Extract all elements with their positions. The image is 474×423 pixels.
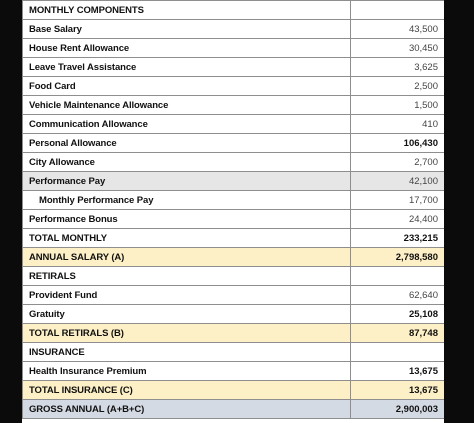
row-label[interactable]: City Allowance [23, 153, 351, 172]
row-label[interactable]: Provident Fund [23, 286, 351, 305]
row-value[interactable]: 43,500 [351, 20, 445, 39]
row-label[interactable]: Gratuity [23, 305, 351, 324]
table-row[interactable] [23, 229, 445, 248]
row-label[interactable]: TOTAL RETIRALS (B) [23, 324, 351, 343]
row-value[interactable]: 2,798,580 [351, 248, 445, 267]
row-value[interactable]: 2,500 [351, 77, 445, 96]
row-label[interactable]: Performance Bonus [23, 210, 351, 229]
row-label[interactable]: Health Insurance Premium [23, 362, 351, 381]
row-value[interactable]: 30,450 [351, 39, 445, 58]
row-value[interactable] [351, 267, 445, 286]
row-value[interactable]: 42,100 [351, 172, 445, 191]
row-value[interactable]: 13,675 [351, 362, 445, 381]
row-value[interactable]: 87,748 [351, 324, 445, 343]
row-label[interactable]: GROSS ANNUAL (A+B+C) [23, 400, 351, 419]
row-label[interactable]: Communication Allowance [23, 115, 351, 134]
table-row[interactable] [23, 248, 445, 267]
row-label[interactable]: INSURANCE [23, 343, 351, 362]
row-label[interactable]: TOTAL INSURANCE (C) [23, 381, 351, 400]
salary-sheet [22, 0, 444, 423]
row-value[interactable]: 106,430 [351, 134, 445, 153]
row-value[interactable] [351, 1, 445, 20]
row-label[interactable]: Base Salary [23, 20, 351, 39]
row-label[interactable]: RETIRALS [23, 267, 351, 286]
row-label[interactable]: ANNUAL SALARY (A) [23, 248, 351, 267]
row-value[interactable]: 3,625 [351, 58, 445, 77]
row-label[interactable]: Vehicle Maintenance Allowance [23, 96, 351, 115]
row-label[interactable]: Personal Allowance [23, 134, 351, 153]
section-header-row[interactable] [23, 1, 445, 20]
row-label[interactable]: Performance Pay [23, 172, 351, 191]
row-value[interactable]: 233,215 [351, 229, 445, 248]
row-value[interactable]: 2,700 [351, 153, 445, 172]
row-value[interactable]: 62,640 [351, 286, 445, 305]
table-row[interactable] [23, 191, 445, 210]
row-value[interactable]: 1,500 [351, 96, 445, 115]
row-value[interactable]: 25,108 [351, 305, 445, 324]
row-value[interactable]: 13,675 [351, 381, 445, 400]
table-row[interactable] [23, 96, 445, 115]
row-label[interactable]: Monthly Performance Pay [23, 191, 351, 210]
table-row[interactable] [23, 400, 445, 419]
table-body [23, 1, 445, 419]
table-row[interactable] [23, 77, 445, 96]
row-label[interactable]: Food Card [23, 77, 351, 96]
table-row[interactable] [23, 39, 445, 58]
table-row[interactable] [23, 324, 445, 343]
table-row[interactable] [23, 172, 445, 191]
row-value[interactable] [351, 343, 445, 362]
table-row[interactable] [23, 134, 445, 153]
salary-breakdown-table [22, 0, 444, 419]
row-label[interactable]: Leave Travel Assistance [23, 58, 351, 77]
table-row[interactable] [23, 58, 445, 77]
table-row[interactable] [23, 20, 445, 39]
row-value[interactable]: 2,900,003 [351, 400, 445, 419]
row-label[interactable]: MONTHLY COMPONENTS [23, 1, 351, 20]
table-row[interactable] [23, 381, 445, 400]
section-header-row[interactable] [23, 343, 445, 362]
section-header-row[interactable] [23, 267, 445, 286]
table-row[interactable] [23, 286, 445, 305]
row-value[interactable]: 410 [351, 115, 445, 134]
table-row[interactable] [23, 210, 445, 229]
row-value[interactable]: 24,400 [351, 210, 445, 229]
table-row[interactable] [23, 153, 445, 172]
row-label[interactable]: House Rent Allowance [23, 39, 351, 58]
table-row[interactable] [23, 115, 445, 134]
row-label[interactable]: TOTAL MONTHLY [23, 229, 351, 248]
table-row[interactable] [23, 305, 445, 324]
table-row[interactable] [23, 362, 445, 381]
row-value[interactable]: 17,700 [351, 191, 445, 210]
